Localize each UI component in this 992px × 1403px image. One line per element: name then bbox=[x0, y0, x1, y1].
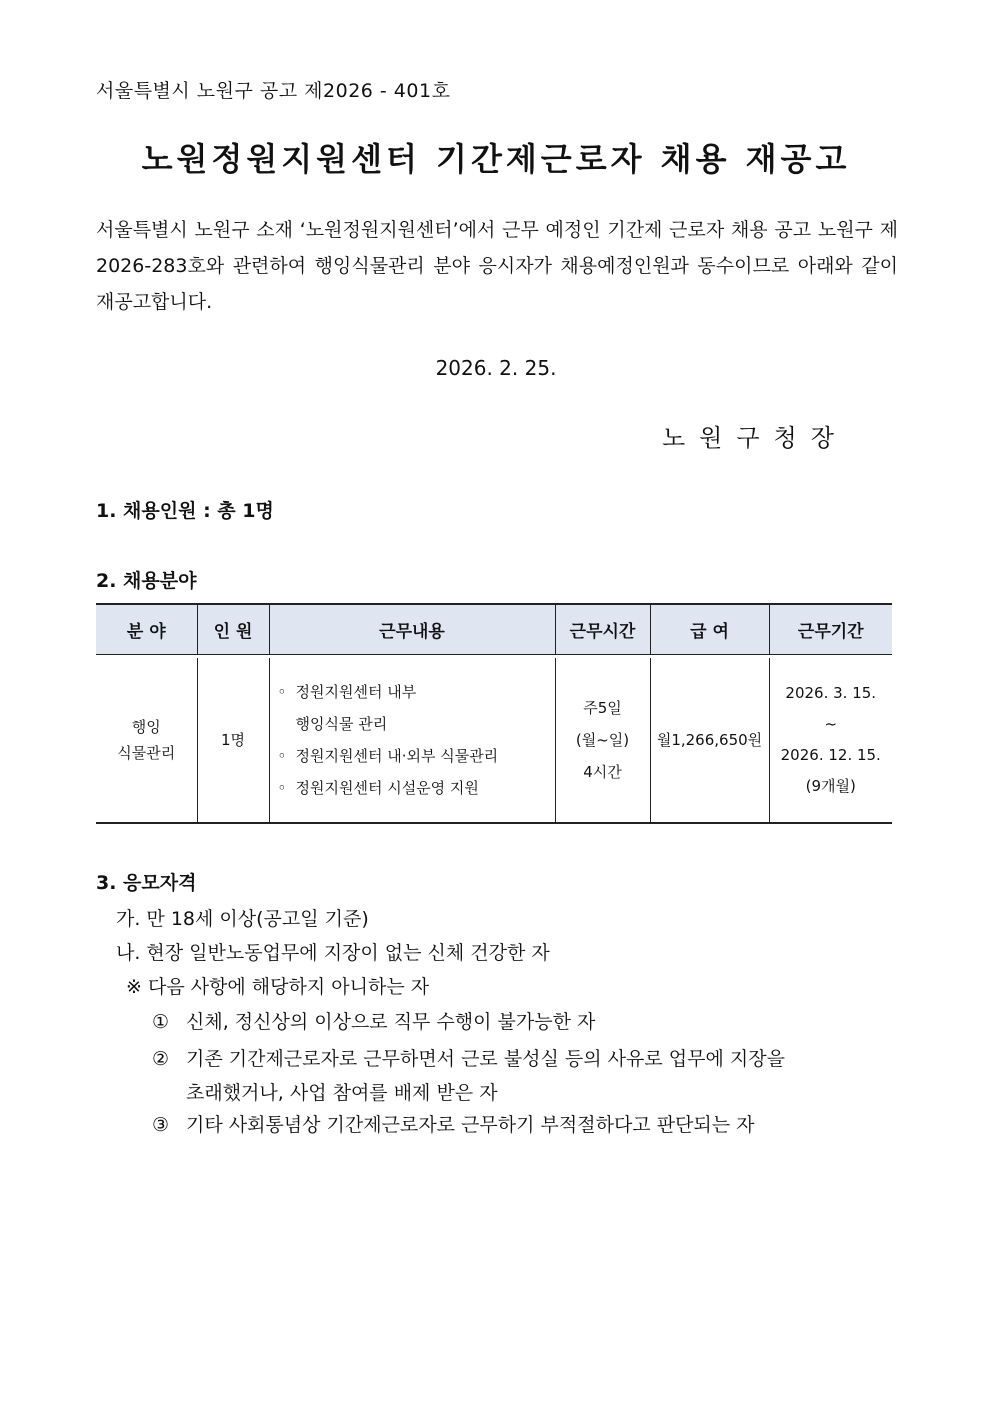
duty-item: ◦ 정원지원센터 내·외부 식물관리 bbox=[277, 747, 499, 765]
section-field: 2. 채용분야 bbox=[96, 570, 197, 592]
disqualification-item: ③ 기타 사회통념상 기간제근로자로 근무하기 부적절하다고 판단되는 자 bbox=[152, 1114, 755, 1136]
header-duties: 근무내용 bbox=[269, 604, 555, 655]
requirement-age: 가. 만 18세 이상(공고일 기준) bbox=[116, 908, 369, 930]
header-salary: 급 여 bbox=[650, 604, 769, 655]
intro-text: 서울특별시 노원구 소재 ‘노원정원지원센터’에서 근무 예정인 기간제 근로자 채용 공고 노원구 제2026-283호와 관련하여 행잉식물관리 분야 응시자가 채용예정인원과 동수이므로 아래와 같이 재공고합니다. bbox=[96, 219, 898, 313]
intro-paragraph bbox=[96, 212, 898, 320]
disqualification-item: ② 기존 기간제근로자로 근무하면서 근로 불성실 등의 사유로 업무에 지장을 초래했거나, 사업 참여를 배제 받은 자 bbox=[152, 1048, 785, 1104]
requirement-health: 나. 현장 일반노동업무에 지장이 없는 신체 건강한 자 bbox=[116, 942, 550, 964]
cell-salary: 월1,266,650원 bbox=[650, 658, 769, 823]
header-hours: 근무시간 bbox=[555, 604, 650, 655]
cell-headcount: 1명 bbox=[197, 658, 269, 823]
header-headcount: 인 원 bbox=[197, 604, 269, 655]
cell-duties bbox=[269, 658, 555, 823]
section-eligibility: 3. 응모자격 bbox=[96, 872, 197, 894]
cell-hours: 주5일 (월~일) 4시간 bbox=[555, 658, 650, 823]
cell-field bbox=[96, 658, 197, 823]
disqualification-item: ① 신체, 정신상의 이상으로 직무 수행이 불가능한 자 bbox=[152, 1011, 596, 1033]
table-header-row bbox=[96, 604, 892, 655]
section-headcount: 1. 채용인원 : 총 1명 bbox=[96, 500, 274, 522]
issuer: 노원구청장 bbox=[662, 424, 848, 452]
duty-item: ◦ 정원지원센터 시설운영 지원 bbox=[277, 779, 479, 797]
duty-item: ◦ 정원지원센터 내부 bbox=[277, 683, 417, 701]
notice-date: 2026. 2. 25. bbox=[435, 356, 557, 380]
cell-period: 2026. 3. 15. ~ 2026. 12. 15. (9개월) bbox=[769, 658, 892, 823]
header-period: 근무기간 bbox=[769, 604, 892, 655]
field-line1: 행잉 bbox=[131, 718, 161, 736]
field-line2: 식물관리 bbox=[117, 744, 176, 762]
header-field: 분 야 bbox=[96, 604, 197, 655]
notice-number: 서울특별시 노원구 공고 제2026 - 401호 bbox=[96, 80, 451, 102]
table-row bbox=[96, 658, 892, 823]
duty-item-continuation: 행잉식물 관리 bbox=[295, 715, 388, 733]
requirement-note: ※ 다음 사항에 해당하지 아니하는 자 bbox=[126, 976, 430, 998]
recruitment-table bbox=[96, 603, 892, 824]
page-title: 노원정원지원센터 기간제근로자 채용 재공고 bbox=[141, 140, 851, 178]
